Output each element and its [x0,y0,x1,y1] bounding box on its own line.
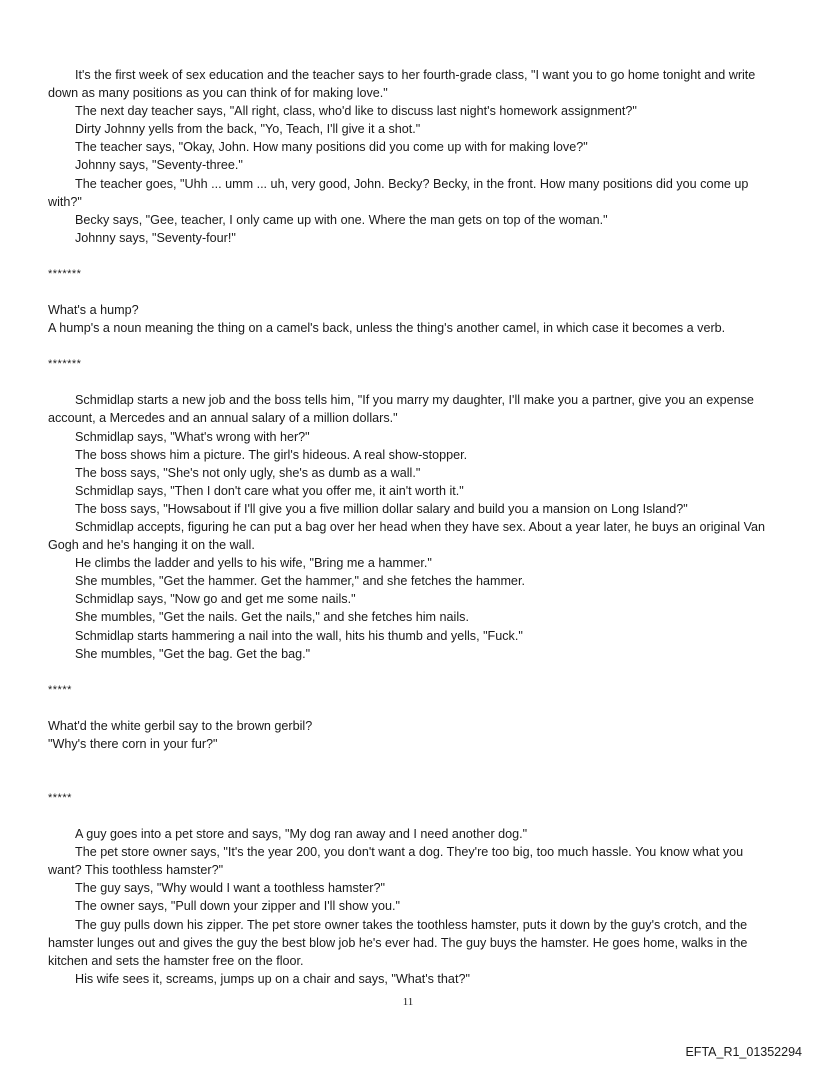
joke-schmidlap [48,391,770,662]
paragraph: A guy goes into a pet store and says, "My dog ran away and I need another dog." [75,827,528,842]
paragraph: The owner says, "Pull down your zipper and I'll show you." [75,899,400,914]
joke-separator: ******* [48,267,82,280]
paragraph: She mumbles, "Get the bag. Get the bag." [75,646,311,661]
paragraph: Johnny says, "Seventy-four!" [75,230,236,245]
paragraph: His wife sees it, screams, jumps up on a chair and says, "What's that?" [75,971,470,986]
joke-gerbil [48,717,770,753]
paragraph: The next day teacher says, "All right, class, who'd like to discuss last night's homework assignment?" [75,104,637,119]
paragraph: The boss says, "Howsabout if I'll give you a five million dollar salary and build you a mansion on Long Island?" [75,501,688,516]
paragraph: Dirty Johnny yells from the back, "Yo, Teach, I'll give it a shot." [75,122,421,137]
paragraph: Schmidlap accepts, figuring he can put a bag over her head when they have sex. About a year later, he buys an original Van Gogh and he's hanging it on the wall. [48,519,766,553]
paragraph: Johnny says, "Seventy-three." [75,158,243,173]
joke-sex-education [48,66,770,247]
paragraph: Schmidlap starts a new job and the boss tells him, "If you marry my daughter, I'll make you a partner, give you an expense account, a Mercedes and an annual salary of a million dollars." [48,393,754,426]
paragraph: The boss shows him a picture. The girl's hideous. A real show-stopper. [75,447,468,462]
question-line: What's a hump? [48,303,139,318]
page-number: 11 [402,996,414,1008]
joke-pet-store [48,825,770,988]
paragraph: Schmidlap says, "What's wrong with her?" [75,429,310,444]
paragraph: She mumbles, "Get the hammer. Get the hammer," and she fetches the hammer. [75,574,525,589]
paragraph: The pet store owner says, "It's the year 200, you don't want a dog. They're too big, too much hassle. You know what you want? This toothless hamster?" [48,845,744,878]
paragraph: The guy pulls down his zipper. The pet store owner takes the toothless hamster, puts it down by the guy's crotch, and the hamster lunges out and gives the guy the best blow job he's ever had. The guy buys the hamster. He goes home, walks in the kitchen and sets the hamster free on the floor. [48,917,748,968]
paragraph: The teacher says, "Okay, John. How many positions did you come up with for making love?" [75,140,588,155]
paragraph: Becky says, "Gee, teacher, I only came up with one. Where the man gets on top of the woman." [75,212,608,227]
joke-separator: ***** [48,683,72,696]
paragraph: The guy says, "Why would I want a toothless hamster?" [75,881,385,896]
paragraph: He climbs the ladder and yells to his wife, "Bring me a hammer." [75,556,432,571]
paragraph: Schmidlap starts hammering a nail into the wall, hits his thumb and yells, "Fuck." [75,628,523,643]
paragraph: She mumbles, "Get the nails. Get the nails," and she fetches him nails. [75,610,469,625]
paragraph: It's the first week of sex education and the teacher says to her fourth-grade class, "I want you to go home tonight and write down as many positions as you can think of for making love." [48,68,756,101]
document-body [48,66,770,988]
answer-line: A hump's a noun meaning the thing on a camel's back, unless the thing's another camel, in which case it becomes a verb. [48,321,726,336]
joke-separator: ***** [48,792,72,804]
paragraph: Schmidlap says, "Then I don't care what you offer me, it ain't worth it." [75,483,464,498]
joke-separator: ******* [48,358,82,371]
paragraph: The teacher goes, "Uhh ... umm ... uh, very good, John. Becky? Becky, in the front. How many positions did you come up with?" [48,176,749,209]
paragraph: Schmidlap says, "Now go and get me some nails." [75,592,356,607]
question-line: What'd the white gerbil say to the brown gerbil? [48,718,313,733]
answer-line: "Why's there corn in your fur?" [48,736,218,751]
joke-hump [48,301,770,337]
document-id: EFTA_R1_01352294 [685,1045,802,1059]
paragraph: The boss says, "She's not only ugly, she's as dumb as a wall." [75,465,421,480]
